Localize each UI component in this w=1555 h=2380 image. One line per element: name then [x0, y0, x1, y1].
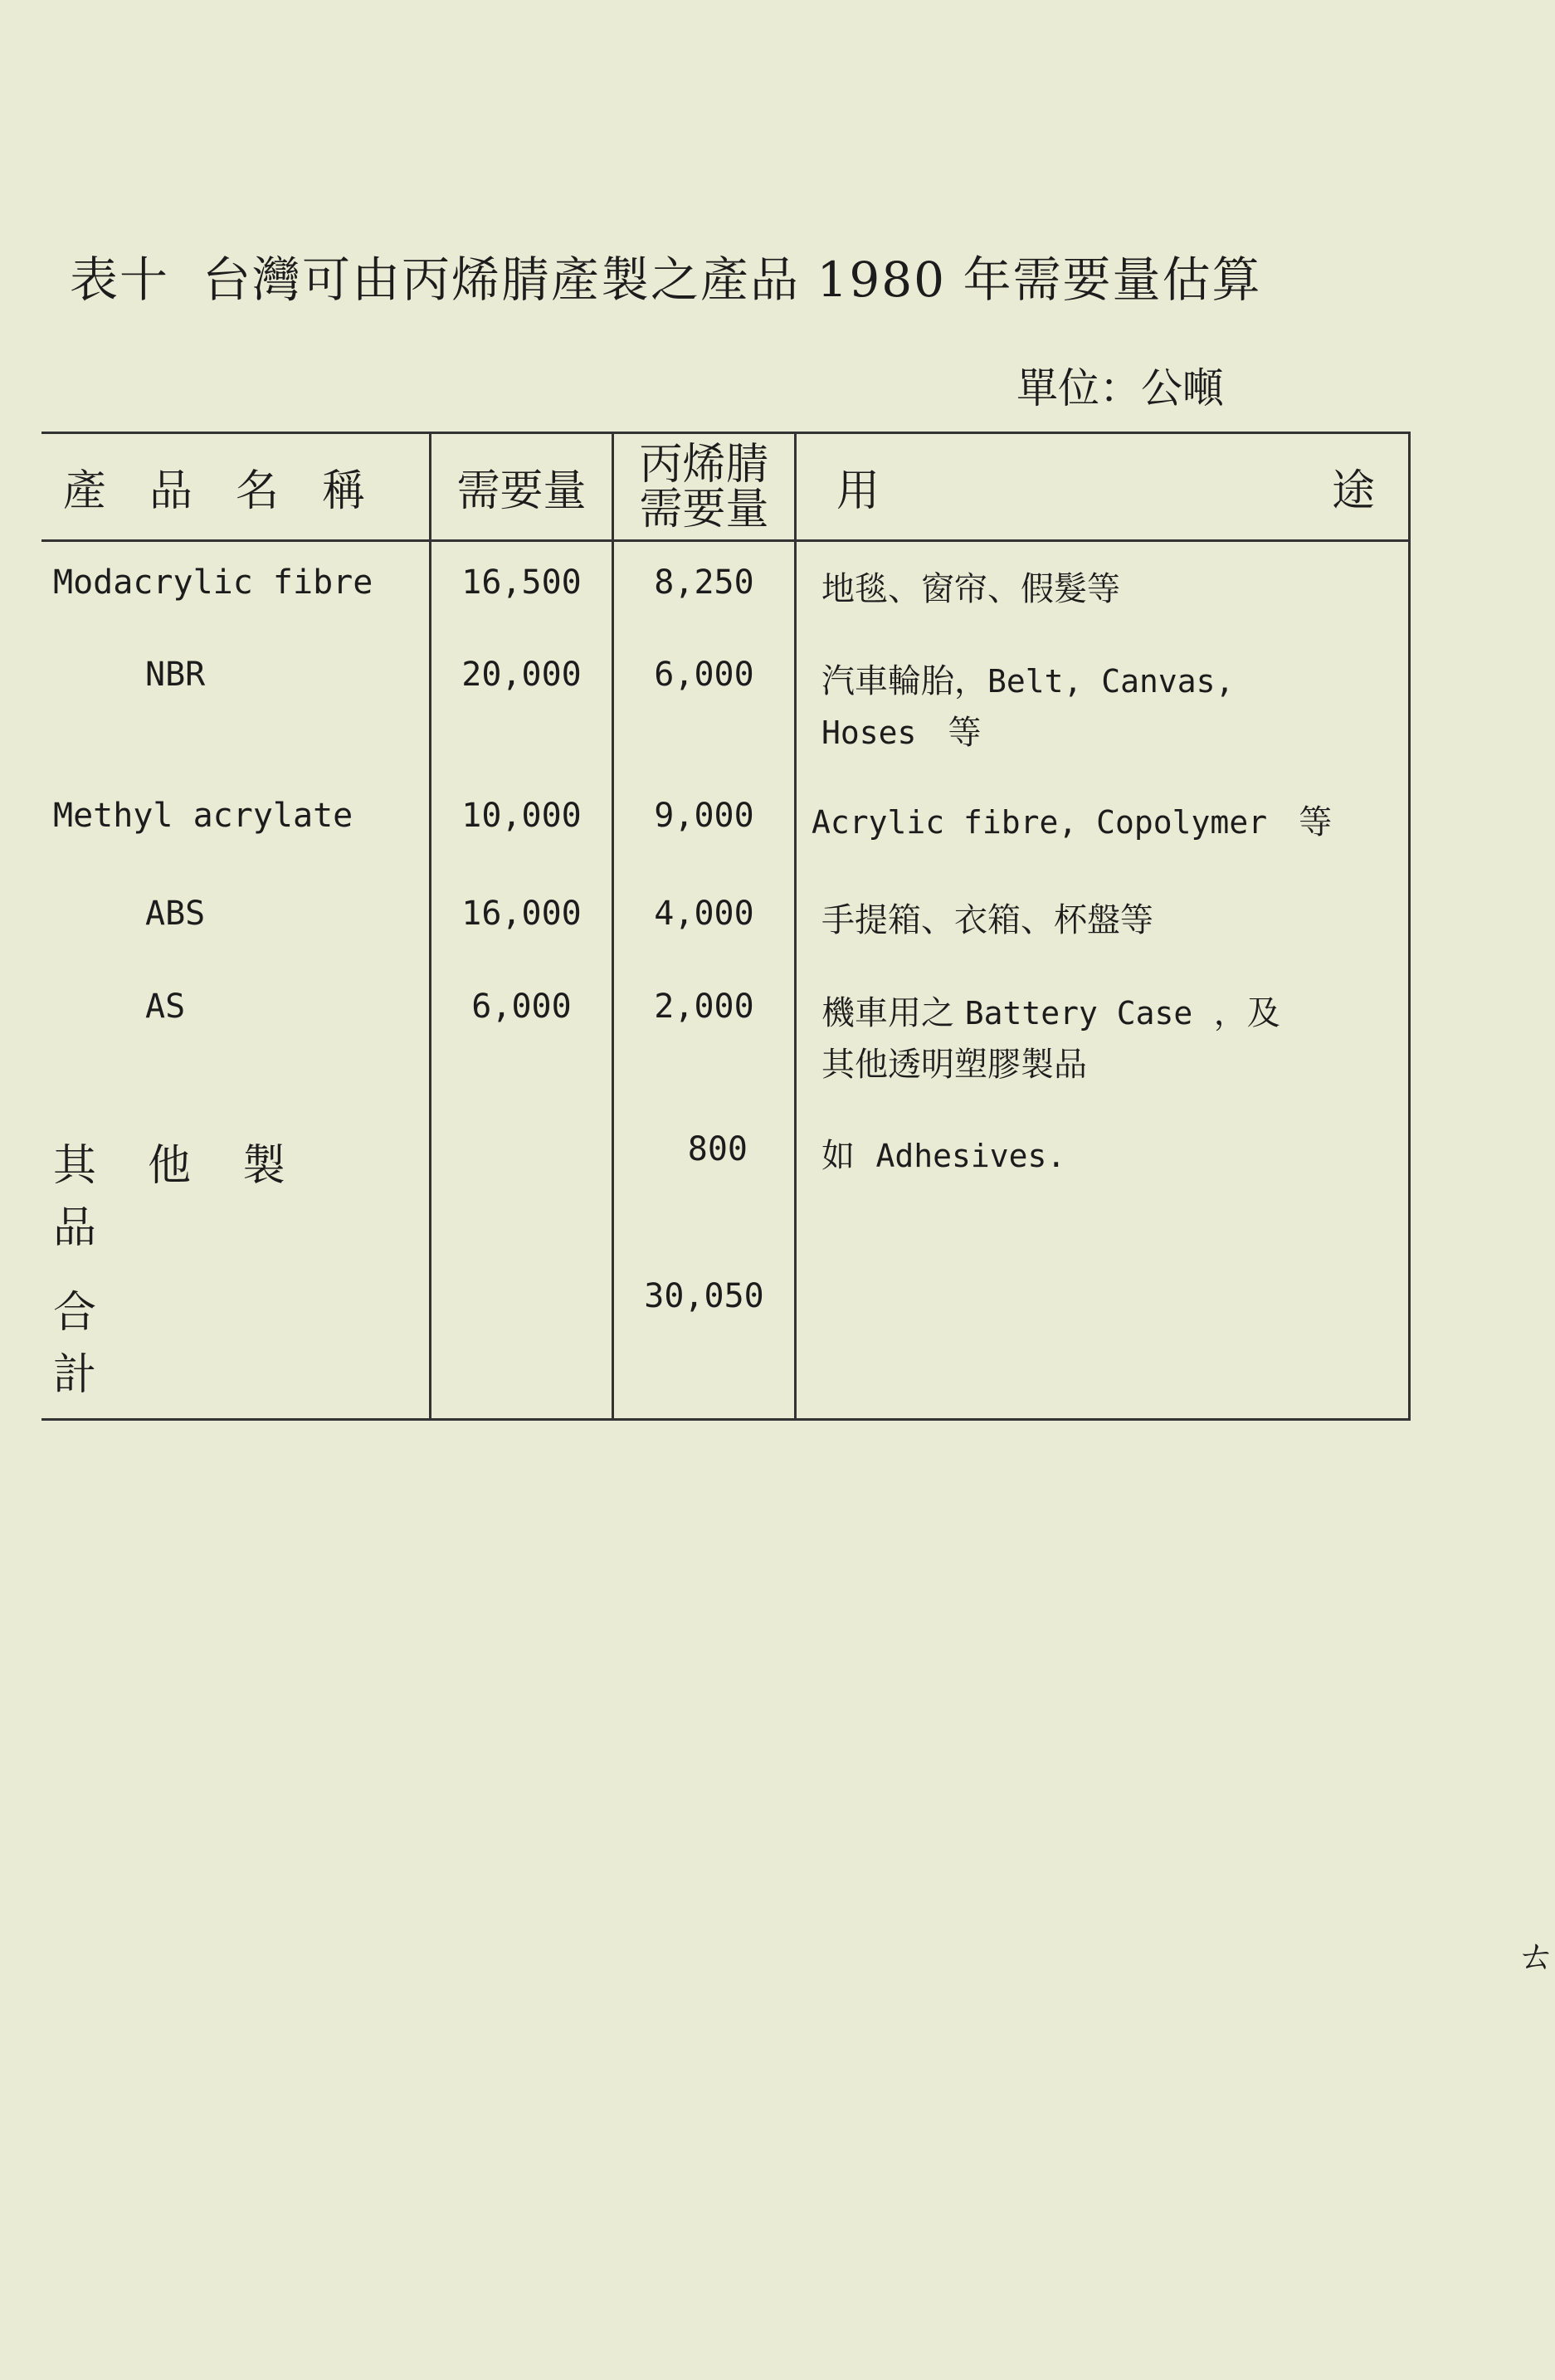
table-row: [41, 541, 1410, 634]
product-name: ABS: [145, 894, 206, 933]
use-text: [796, 966, 1410, 1109]
demand-value: 6,000: [431, 966, 613, 1109]
header-acn-demand: [613, 433, 796, 541]
table-number: 表十: [70, 251, 170, 308]
use-text-latin: Battery Case: [964, 994, 1193, 1031]
header-use-right: 途: [1331, 466, 1375, 516]
table-row: [41, 966, 1410, 1109]
use-text-cjk-2: 等: [948, 713, 982, 752]
use-text: 地毯、窗帘、假髮等: [796, 541, 1410, 634]
total-acn: 30,050: [613, 1256, 796, 1420]
acn-value: 6,000: [613, 634, 796, 775]
demand-value: 20,000: [431, 634, 613, 775]
use-text-latin-2: Hoses: [821, 714, 917, 751]
header-acn-line2: 需要量: [639, 484, 769, 534]
header-demand: 需要量: [431, 433, 613, 541]
use-text-cjk: 汽車輪胎，: [821, 661, 987, 700]
table-row: [41, 775, 1410, 873]
use-text-line2: 其他透明塑膠製品: [821, 1045, 1087, 1084]
product-name: NBR: [145, 655, 206, 694]
table-header-row: [41, 433, 1410, 541]
total-row: [41, 1256, 1410, 1420]
use-text-latin: Belt, Canvas,: [987, 662, 1235, 700]
product-name: Methyl acrylate: [53, 796, 353, 835]
demand-table: [41, 432, 1411, 1421]
use-text-cjk: 等: [1299, 802, 1333, 841]
demand-value: [431, 1109, 613, 1256]
page-title: [70, 241, 1262, 310]
demand-value: 16,500: [431, 541, 613, 634]
header-use: [796, 433, 1410, 541]
table-row: [41, 634, 1410, 775]
table-row: [41, 873, 1410, 966]
acn-value: 2,000: [613, 966, 796, 1109]
use-text-latin: Adhesives.: [875, 1137, 1066, 1174]
demand-value: 16,000: [431, 873, 613, 966]
product-name: AS: [145, 987, 186, 1026]
header-product-name: 產品名稱: [41, 433, 431, 541]
use-text-cjk: 如: [821, 1136, 855, 1175]
use-text: [796, 634, 1410, 775]
total-label: 合計: [41, 1256, 431, 1420]
acn-value: 4,000: [613, 873, 796, 966]
header-use-left: 用: [836, 466, 880, 516]
demand-value: 10,000: [431, 775, 613, 873]
acn-value: 800: [613, 1109, 796, 1256]
table-row: [41, 1109, 1410, 1256]
acn-value: 8,250: [613, 541, 796, 634]
product-name: Modacrylic fibre: [53, 563, 373, 602]
use-text-latin: Acrylic fibre, Copolymer: [812, 803, 1268, 841]
total-demand: [431, 1256, 613, 1420]
use-text: [796, 775, 1410, 873]
product-name: 其他製品: [53, 1140, 338, 1253]
total-use: [796, 1256, 1410, 1420]
table-caption: 台灣可由丙烯腈產製之產品 1980 年需要量估算: [202, 251, 1262, 308]
acn-value: 9,000: [613, 775, 796, 873]
page-corner-mark: ㄊ: [1517, 1933, 1555, 1978]
unit-note: 單位：公噸: [1016, 364, 1224, 412]
use-text: 手提箱、衣箱、杯盤等: [796, 873, 1410, 966]
use-text-cjk: 機車用之: [821, 993, 954, 1032]
use-text: [796, 1109, 1410, 1256]
use-text-cjk-end: ，及: [1213, 993, 1280, 1032]
header-acn-line1: 丙烯腈: [639, 439, 769, 490]
